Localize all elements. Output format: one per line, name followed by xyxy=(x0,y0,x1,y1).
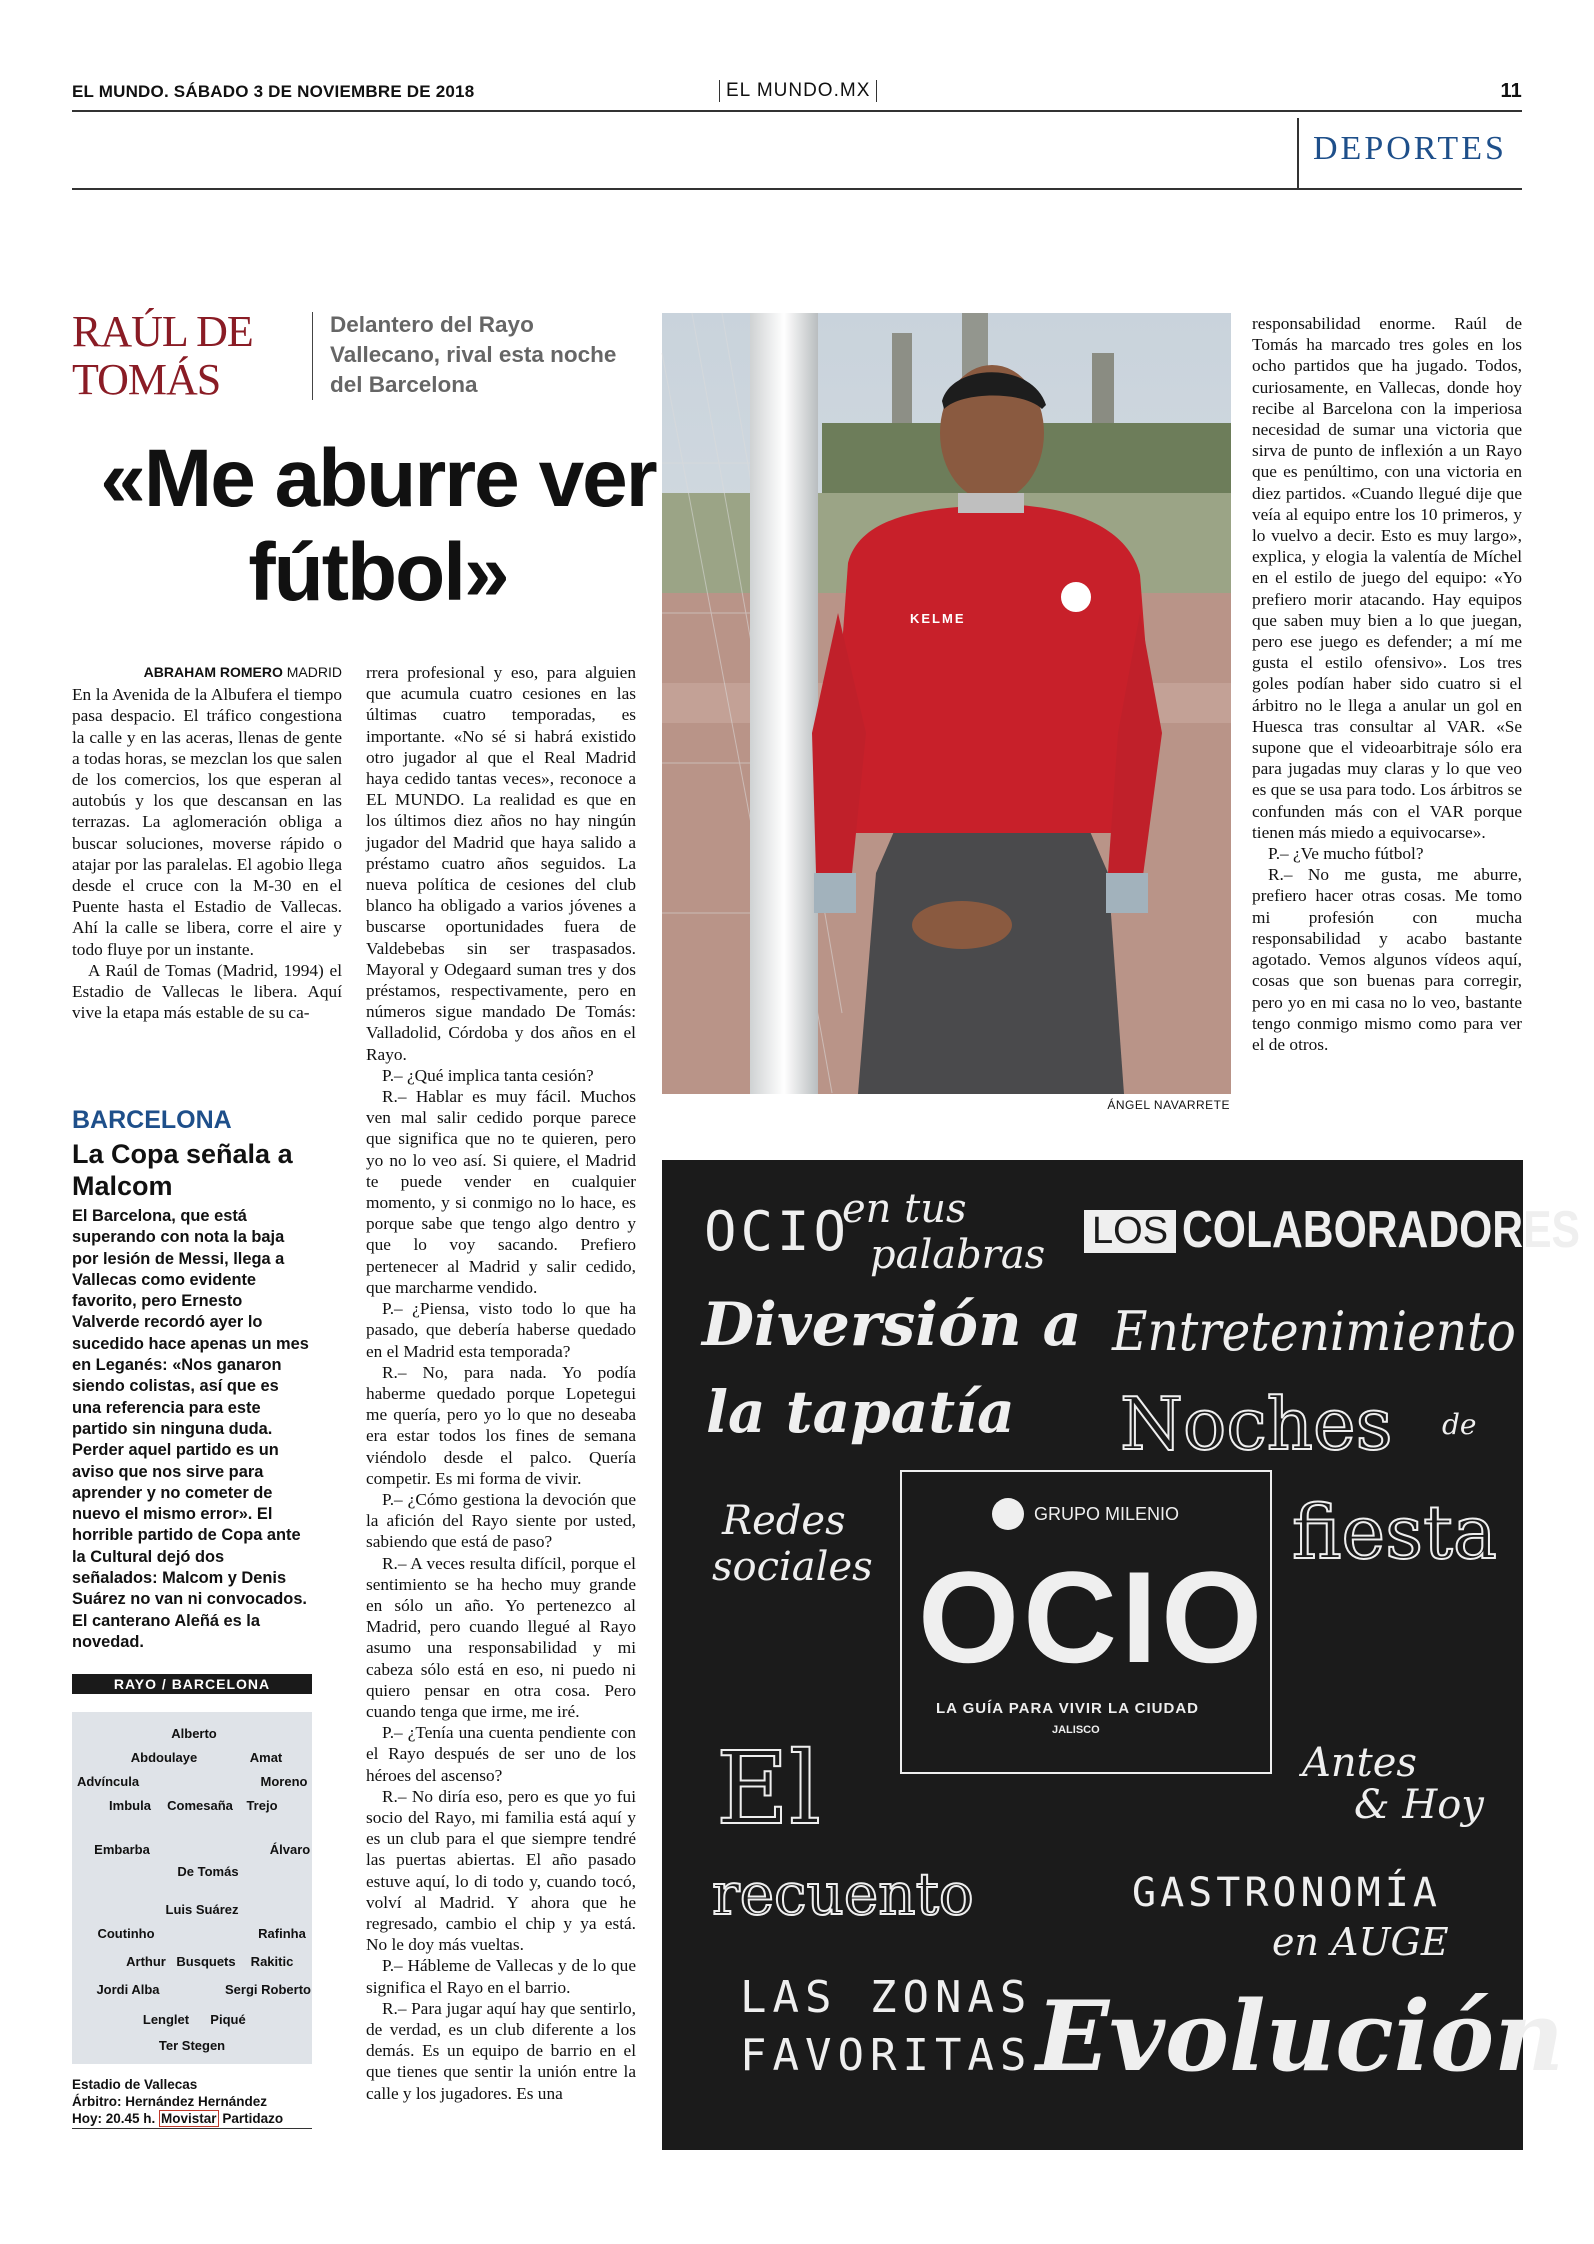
paragraph: P.– ¿Tenía una cuenta pendiente con el Rayo después de ser uno de los héroes del ascenso? xyxy=(366,1723,636,1785)
player-name: Lenglet xyxy=(142,2012,190,2027)
broadcaster-suffix: Partidazo xyxy=(222,2111,284,2126)
ad-word: LAS ZONAS xyxy=(740,1972,1033,2023)
section-name: DEPORTES xyxy=(1313,130,1507,167)
date-line: EL MUNDO. SÁBADO 3 DE NOVIEMBRE DE 2018 xyxy=(72,82,475,101)
header-rule xyxy=(72,110,1522,112)
ad-word: FAVORITAS xyxy=(740,2030,1033,2081)
ad-word: fiesta xyxy=(1292,1490,1497,1576)
paragraph: P.– ¿Qué implica tanta cesión? xyxy=(382,1065,594,1085)
player-name: Jordi Alba xyxy=(96,1982,160,1997)
ad-word: Noches xyxy=(1120,1382,1393,1466)
paragraph: A Raúl de Tomas (Madrid, 1994) el Estadio de Vallecas le libera. Aquí vive la etapa más estable de su ca- xyxy=(72,960,342,1023)
ad-word: LOS xyxy=(1084,1210,1176,1253)
shirt-text: KELME xyxy=(910,611,966,626)
paragraph: responsabilidad enorme. Raúl de Tomás ha marcado tres goles en los ocho partidos que ha jugado. Todos, curiosamente, en Vallecas, donde hoy recibe al Barcelona con la imperiosa necesidad de sumar una victoria que sirva de punto de inflexión a un Rayo que es penúltimo, con una victoria en diez partidos. «Cuando llegué dije que veía al equipo entre los 10 primeros, y lo vuelvo a decir. Esto es muy largo», explica, y elogia la valentía de Míchel en el estilo de juego del equipo: «Yo prefiero morir atacando. Hay equipos que saben muy bien a lo que juegan, pero ese juego es defender; a mí me gusta el estilo ofensivo». Los tres goles podían haber sido cuatro si el árbitro no le llega a anular un gol en Huesca tras consultar al VAR. «Se supone que el videoarbitraje sólo era para jugadas muy claras y lo que veo es que se usa para todo. Los árbitros se confunden más con el VAR porque tienen más miedo a equivocarse». xyxy=(1252,314,1522,842)
ad-word: Evolución xyxy=(1036,1980,1564,2093)
section-rule xyxy=(72,188,1522,190)
match-info xyxy=(72,2076,312,2127)
byline-author: ABRAHAM ROMERO xyxy=(143,664,283,680)
player-name: Rakitic xyxy=(250,1954,294,1969)
paragraph: P.– ¿Cómo gestiona la devoción que la afición del Rayo siente por usted, sabiendo que está de paso? xyxy=(366,1489,636,1552)
sidebar-rule xyxy=(72,2128,312,2129)
ad-word: en AUGE xyxy=(1272,1920,1449,1964)
ad-word: Redes xyxy=(722,1498,846,1544)
referee: Árbitro: Hernández Hernández xyxy=(72,2094,268,2109)
photo-illustration xyxy=(662,313,1231,1094)
ad-word: GASTRONOMÍA xyxy=(1132,1870,1441,1916)
paragraph: R.– No diría eso, pero es que yo fui socio del Rayo, mi familia está aquí y es un club para el que siempre tendré las puertas abiertas. El año pasado estuve aquí, lo di todo y, cuando tocó, volví al Madrid. Y ahora que he regresado, cambio el chip y ya está. No le doy más vueltas. xyxy=(366,1786,636,1955)
photo-credit: ÁNGEL NAVARRETE xyxy=(1107,1098,1230,1112)
sidebar-kicker: BARCELONA xyxy=(72,1106,232,1134)
player-name: Arthur xyxy=(126,1954,166,1969)
paragraph: P.– ¿Ve mucho fútbol? xyxy=(1268,844,1424,864)
paragraph: R.– No me gusta, me aburre, prefiero hacer otras cosas. Me tomo mi profesión con mucha responsabilidad y acabo bastante agotado. Vemos algunos vídeos aquí, cosas que son buenas para corregir, pero yo en mi casa no lo veo, bastante tengo conmigo mismo como para ver el de otros. xyxy=(1252,865,1522,1054)
byline-city: MADRID xyxy=(286,664,342,680)
paragraph: R.– A veces resulta difícil, porque el sentimiento se ha hecho muy grande en sólo un año. Yo pertenezco al Madrid, pero cuando llegué al Rayo asumo una responsabilidad y mi cabeza sólo está en eso, ni puedo ni quiero pensar en otra cosa. Pero cuando tenga que irme, me iré. xyxy=(366,1553,636,1721)
paragraph: R.– Para jugar aquí hay que sentirlo, de verdad, es un club diferente a los demás. Es un equipo de barrio en el que tienes que sentir la unión entre la calle y los jugadores. Es una xyxy=(366,1998,636,2103)
player-name: De Tomás xyxy=(177,1864,239,1879)
ad-word: Antes xyxy=(1302,1740,1417,1786)
player-name: Busquets xyxy=(176,1954,236,1969)
paragraph: R.– Hablar es muy fácil. Muchos ven mal salir cedido porque parece que significa que no te quieren, pero yo no lo veo así. Si quiere, el Madrid te puede vender en cualquier momento, y si conmigo no lo hace, es porque sabe que tengo algo dentro y que lo voy sacando. Prefiero pertenecer al Madrid y salir cedido, que marcharme vendido. xyxy=(366,1087,636,1297)
lineup-pitch xyxy=(72,1712,312,2064)
ad-word: El xyxy=(716,1730,821,1847)
ocio-advertisement xyxy=(662,1160,1580,2150)
page-number: 11 xyxy=(1500,80,1522,102)
milenio-icon xyxy=(992,1498,1024,1530)
headline: «Me aburre ver fútbol» xyxy=(100,433,656,618)
paragraph: P.– ¿Piensa, visto todo lo que ha pasado, que debería haberse quedado en el Madrid esta temporada? xyxy=(366,1299,636,1361)
ad-logo-box xyxy=(900,1470,1272,1774)
player-name: Abdoulaye xyxy=(130,1750,198,1765)
player-name: Trejo xyxy=(246,1798,278,1813)
ad-word: sociales xyxy=(712,1544,873,1590)
ad-word: de xyxy=(1442,1408,1477,1441)
kicker-description: Delantero del Rayo Vallecano, rival esta noche del Barcelona xyxy=(330,312,617,397)
site-name: EL MUNDO.MX xyxy=(719,80,877,102)
stadium: Estadio de Vallecas xyxy=(72,2077,198,2092)
player-name: Luis Suárez xyxy=(165,1902,239,1917)
kicker-name: RAÚL DE TOMÁS xyxy=(72,307,253,404)
player-name: Ter Stegen xyxy=(158,2038,226,2053)
section-label xyxy=(1297,118,1524,188)
article-column-2 xyxy=(366,662,636,2104)
ad-word: Entretenimiento xyxy=(1112,1300,1516,1363)
paragraph: P.– Hábleme de Vallecas y de lo que significa el Rayo en el barrio. xyxy=(366,1956,636,1997)
paragraph: En la Avenida de la Albufera el tiempo pasa despacio. El tráfico congestiona la calle y en las aceras, llenas de gente a todas horas, se mezclan los que salen de los comercios, los que esperan al autobús y los que descansan en las terrazas. La aglomeración obliga a buscar soluciones, moverse rápido o atajar por las paralelas. El agobio llega desde el cruce con la M-30 en el Puente hasta el Estadio de Vallecas. Ahí la calle se libera, corre el aire y todo fluye por un instante. xyxy=(72,685,342,959)
ad-word: COLABORADORES xyxy=(1182,1201,1580,1259)
ad-word: palabras xyxy=(870,1232,1046,1278)
player-name: Comesaña xyxy=(167,1798,233,1813)
ad-region: JALISCO xyxy=(1052,1724,1100,1736)
ad-brand: GRUPO MILENIO xyxy=(1034,1504,1180,1524)
player-name: Imbula xyxy=(109,1798,151,1813)
lineup-title: RAYO / BARCELONA xyxy=(72,1674,312,1694)
ad-tagline: LA GUÍA PARA VIVIR LA CIUDAD xyxy=(936,1700,1199,1717)
ad-logo: OCIO xyxy=(918,1544,1267,1690)
player-name: Moreno xyxy=(260,1774,308,1789)
kicker-divider xyxy=(312,312,313,400)
article-column-3 xyxy=(1252,313,1522,1055)
player-name: Embarba xyxy=(94,1842,150,1857)
match-time-line xyxy=(72,2110,312,2127)
player-name: Alberto xyxy=(171,1726,217,1741)
sidebar-body: El Barcelona, que está superando con nota la baja por lesión de Messi, llega a Vallecas como evidente favorito, pero Ernesto Valverde recordó ayer lo sucedido hace apenas un mes en Leganés: «Nos ganaron siendo colistas, así que es una referencia para este partido sin ninguna duda. Perder aquel partido es un aviso que nos sirve para aprender y no cometer de nuevo el mismo error». El horrible partido de Copa ante la Cultural dejó dos señalados: Malcom y Denis Suárez no van ni convocados. El canterano Aleñá es la novedad. xyxy=(72,1207,309,1651)
player-name: Álvaro xyxy=(269,1842,311,1857)
player-photo xyxy=(662,313,1231,1094)
player-name: Amat xyxy=(249,1750,283,1765)
ad-word: recuento xyxy=(712,1860,974,1928)
ad-word: en tus xyxy=(842,1186,967,1232)
article-column-1 xyxy=(72,662,342,1023)
broadcaster: Movistar xyxy=(161,2111,217,2126)
paragraph: R.– No, para nada. Yo podía haberme quedado porque Lopetegui me quería, pero yo lo que no deseaba era estar todos los fines de semana viéndolo desde el palco. Quería competir. Es mi forma de vivir. xyxy=(366,1362,636,1488)
player-name: Sergi Roberto xyxy=(225,1982,311,1997)
sidebar-title: La Copa señala a Malcom xyxy=(72,1139,293,1201)
byline xyxy=(72,662,342,683)
ad-word: la tapatía xyxy=(706,1378,1015,1446)
match-time: Hoy: 20.45 h. xyxy=(72,2111,156,2126)
ad-word: OCIO xyxy=(704,1200,851,1263)
player-name: Coutinho xyxy=(97,1926,155,1941)
ad-word: Diversión a xyxy=(702,1290,1082,1360)
paragraph: rrera profesional y eso, para alguien que acumula cuatro cesiones en las últimas cuatro temporadas, es importante. «No sé si habrá existido otro jugador al que el Real Madrid haya cedido tantas veces», reconoce a EL MUNDO. La realidad es que en los últimos diez años no hay ningún jugador del Madrid que haya salido a préstamo cuatro años seguidos. La nueva política de cesiones del club blanco ha obligado a varios jóvenes a buscarse oportunidades fuera de Valdebebas sin ser traspasados. Mayoral y Odegaard suman tres y dos préstamos, respectivamente, pero en números sigue mandado De Tomás: Valladolid, Córdoba y dos años en el Rayo. xyxy=(366,663,636,1064)
player-name: Advíncula xyxy=(76,1774,140,1789)
page-header xyxy=(72,78,1522,106)
ad-word: & Hoy xyxy=(1354,1782,1484,1828)
player-name: Rafinha xyxy=(258,1926,306,1941)
player-name: Piqué xyxy=(210,2012,246,2027)
